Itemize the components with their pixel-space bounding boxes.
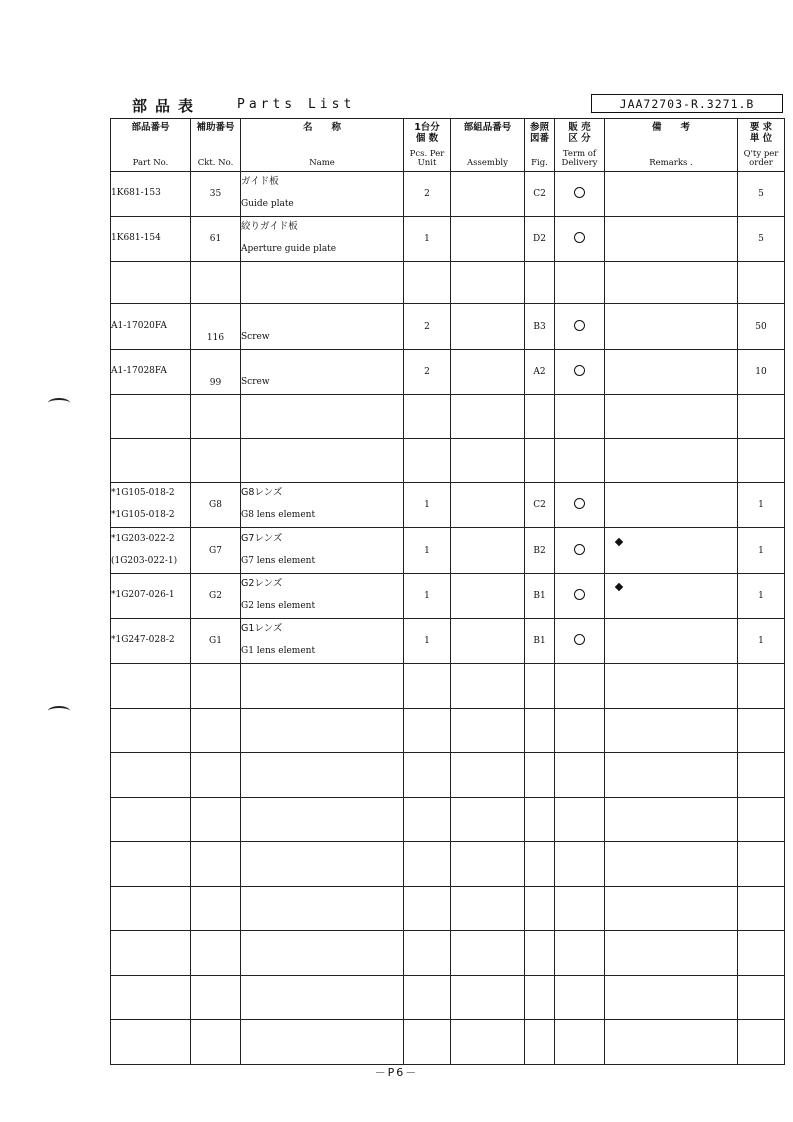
remarks-cell: [605, 619, 738, 664]
column-header-en: Assembly: [467, 158, 508, 168]
empty-table-row: [111, 708, 785, 753]
delivery-circle-icon: [574, 187, 585, 198]
table-row: [111, 217, 785, 262]
empty-cell: [605, 842, 738, 887]
qty-per-order-cell: 1: [738, 483, 785, 528]
ckt-number-cell: [191, 439, 241, 483]
pcs-per-unit-cell: [404, 262, 451, 304]
empty-cell: [191, 708, 241, 753]
empty-cell: [451, 753, 525, 798]
column-header-jp: 部組品番号: [463, 122, 512, 133]
empty-cell: [738, 975, 785, 1020]
empty-cell: [404, 797, 451, 842]
table-row: [111, 304, 785, 350]
delivery-cell: [555, 350, 605, 395]
name-japanese: [241, 305, 403, 327]
empty-cell: [404, 1020, 451, 1065]
part-number-cell: [111, 217, 191, 262]
name-japanese: G8レンズ: [241, 487, 283, 498]
delivery-circle-icon: [574, 589, 585, 600]
empty-cell: [605, 975, 738, 1020]
empty-cell: [241, 797, 404, 842]
ckt-number-cell: G2: [191, 574, 241, 619]
ckt-number-cell: 116: [191, 304, 241, 350]
qty-per-order-cell: 10: [738, 350, 785, 395]
binding-mark-bottom: [48, 706, 70, 716]
pcs-per-unit-cell: 1: [404, 619, 451, 664]
empty-cell: [191, 886, 241, 931]
empty-cell: [111, 797, 191, 842]
empty-cell: [738, 842, 785, 887]
pcs-per-unit-cell: 1: [404, 483, 451, 528]
part-number: *1G105-018-2: [111, 510, 175, 520]
table-row: [111, 395, 785, 439]
empty-cell: [111, 886, 191, 931]
name-cell: [241, 262, 404, 304]
empty-cell: [111, 708, 191, 753]
delivery-cell: [555, 528, 605, 574]
empty-cell: [555, 886, 605, 931]
empty-cell: [738, 931, 785, 976]
fig-cell: B3: [525, 304, 555, 350]
empty-table-row: [111, 753, 785, 798]
assembly-cell: [451, 262, 525, 304]
assembly-cell: [451, 304, 525, 350]
delivery-cell: [555, 574, 605, 619]
assembly-cell: [451, 217, 525, 262]
empty-cell: [605, 1020, 738, 1065]
name-english: G7 lens element: [241, 555, 316, 566]
empty-cell: [111, 931, 191, 976]
part-number-cell: [111, 262, 191, 304]
empty-cell: [451, 664, 525, 709]
empty-cell: [525, 842, 555, 887]
empty-cell: [525, 1020, 555, 1065]
empty-cell: [555, 975, 605, 1020]
delivery-cell: [555, 395, 605, 439]
column-header-5: [525, 119, 555, 172]
ckt-number-cell: G7: [191, 528, 241, 574]
remarks-diamond-icon: [615, 583, 623, 591]
assembly-cell: [451, 172, 525, 217]
column-header-en: Remarks .: [649, 158, 693, 168]
empty-cell: [241, 886, 404, 931]
empty-table-row: [111, 797, 785, 842]
pcs-per-unit-cell: 1: [404, 217, 451, 262]
ckt-number-cell: G1: [191, 619, 241, 664]
empty-cell: [525, 931, 555, 976]
empty-table-row: [111, 886, 785, 931]
assembly-cell: [451, 483, 525, 528]
name-japanese: 絞りガイド板: [241, 221, 298, 232]
empty-cell: [404, 708, 451, 753]
fig-cell: D2: [525, 217, 555, 262]
column-header-8: [738, 119, 785, 172]
empty-cell: [451, 708, 525, 753]
column-header-3: [404, 119, 451, 172]
name-japanese: G2レンズ: [241, 578, 283, 589]
name-japanese: [241, 350, 403, 372]
column-header-en: Fig.: [531, 158, 548, 168]
name-cell: [241, 395, 404, 439]
part-number: A1-17028FA: [111, 366, 167, 376]
fig-cell: B1: [525, 574, 555, 619]
column-header-0: [111, 119, 191, 172]
remarks-cell: [605, 262, 738, 304]
pcs-per-unit-cell: 1: [404, 574, 451, 619]
empty-cell: [738, 1020, 785, 1065]
empty-cell: [404, 886, 451, 931]
empty-cell: [451, 797, 525, 842]
part-number: *1G207-026-1: [111, 590, 175, 600]
empty-cell: [605, 931, 738, 976]
empty-cell: [555, 1020, 605, 1065]
table-row: [111, 172, 785, 217]
delivery-cell: [555, 483, 605, 528]
page-number: －P6－: [374, 1066, 419, 1079]
ckt-number-cell: 99: [191, 350, 241, 395]
fig-cell: A2: [525, 350, 555, 395]
empty-table-row: [111, 842, 785, 887]
name-english: Screw: [241, 377, 270, 387]
empty-cell: [555, 842, 605, 887]
part-number-cell: [111, 304, 191, 350]
table-row: [111, 262, 785, 304]
binding-mark-top: [48, 398, 70, 408]
empty-cell: [241, 842, 404, 887]
name-cell: [241, 350, 404, 395]
qty-per-order-cell: [738, 395, 785, 439]
fig-cell: C2: [525, 172, 555, 217]
empty-cell: [525, 753, 555, 798]
empty-cell: [191, 842, 241, 887]
assembly-cell: [451, 619, 525, 664]
empty-cell: [191, 797, 241, 842]
qty-per-order-cell: [738, 262, 785, 304]
empty-cell: [605, 753, 738, 798]
column-header-4: [451, 119, 525, 172]
ckt-number-cell: G8: [191, 483, 241, 528]
column-header-jp: 名 称: [302, 122, 341, 133]
empty-cell: [738, 797, 785, 842]
ckt-number-cell: 61: [191, 217, 241, 262]
column-header-2: [241, 119, 404, 172]
delivery-circle-icon: [574, 320, 585, 331]
part-number-cell: [111, 172, 191, 217]
assembly-cell: [451, 350, 525, 395]
part-number: A1-17020FA: [111, 320, 167, 331]
name-english: G1 lens element: [241, 646, 316, 656]
remarks-cell: [605, 483, 738, 528]
column-header-jp: 補助番号: [196, 122, 235, 133]
empty-cell: [738, 886, 785, 931]
ckt-number-cell: 35: [191, 172, 241, 217]
empty-cell: [525, 664, 555, 709]
column-header-en: Part No.: [132, 158, 169, 168]
empty-cell: [451, 975, 525, 1020]
empty-cell: [191, 975, 241, 1020]
assembly-cell: [451, 439, 525, 483]
ckt-number-cell: [191, 395, 241, 439]
table-row: [111, 483, 785, 528]
part-number-cell: [111, 350, 191, 395]
part-number: *1G247-028-2: [111, 635, 175, 645]
name-cell: [241, 172, 404, 217]
empty-cell: [525, 797, 555, 842]
column-header-7: [605, 119, 738, 172]
remarks-cell: [605, 304, 738, 350]
empty-cell: [191, 1020, 241, 1065]
qty-per-order-cell: 50: [738, 304, 785, 350]
empty-cell: [241, 931, 404, 976]
empty-cell: [191, 931, 241, 976]
qty-per-order-cell: 1: [738, 574, 785, 619]
name-english: G8 lens element: [241, 510, 316, 520]
remarks-cell: [605, 528, 738, 574]
empty-cell: [111, 842, 191, 887]
qty-per-order-cell: 1: [738, 619, 785, 664]
table-row: [111, 574, 785, 619]
document-number: JAA72703-R.3271.B: [591, 94, 783, 113]
empty-cell: [525, 975, 555, 1020]
pcs-per-unit-cell: 2: [404, 350, 451, 395]
qty-per-order-cell: [738, 439, 785, 483]
fig-cell: C2: [525, 483, 555, 528]
name-cell: [241, 217, 404, 262]
empty-cell: [241, 664, 404, 709]
empty-cell: [404, 753, 451, 798]
empty-cell: [605, 886, 738, 931]
remarks-cell: [605, 172, 738, 217]
delivery-cell: [555, 172, 605, 217]
delivery-circle-icon: [574, 498, 585, 509]
empty-table-row: [111, 931, 785, 976]
empty-cell: [404, 842, 451, 887]
parts-table: [110, 118, 785, 1065]
fig-cell: [525, 439, 555, 483]
part-number: *1G105-018-2: [111, 488, 175, 498]
empty-cell: [404, 664, 451, 709]
pcs-per-unit-cell: [404, 395, 451, 439]
empty-cell: [605, 708, 738, 753]
empty-cell: [555, 753, 605, 798]
remarks-cell: [605, 217, 738, 262]
table-row: [111, 528, 785, 574]
empty-cell: [191, 664, 241, 709]
delivery-cell: [555, 439, 605, 483]
name-english: Guide plate: [241, 199, 294, 209]
part-number-cell: [111, 439, 191, 483]
empty-cell: [451, 886, 525, 931]
part-number-cell: [111, 483, 191, 528]
column-header-en: Pcs. Per Unit: [409, 149, 445, 168]
name-cell: [241, 483, 404, 528]
column-header-en: Term of Delivery: [561, 149, 598, 168]
empty-cell: [555, 664, 605, 709]
fig-cell: [525, 395, 555, 439]
part-number-cell: [111, 574, 191, 619]
part-number: (1G203-022-1): [111, 555, 178, 566]
empty-cell: [241, 975, 404, 1020]
column-header-jp: 部品番号: [131, 122, 170, 133]
qty-per-order-cell: 1: [738, 528, 785, 574]
column-header-jp: 備 考: [651, 122, 690, 133]
empty-cell: [241, 753, 404, 798]
empty-cell: [738, 753, 785, 798]
empty-table-row: [111, 664, 785, 709]
pcs-per-unit-cell: 2: [404, 172, 451, 217]
empty-cell: [111, 975, 191, 1020]
empty-cell: [111, 664, 191, 709]
empty-table-row: [111, 1020, 785, 1065]
ckt-number-cell: [191, 262, 241, 304]
delivery-cell: [555, 217, 605, 262]
empty-cell: [404, 975, 451, 1020]
column-header-jp: 1台分 個 数: [414, 122, 440, 144]
name-cell: [241, 574, 404, 619]
column-header-jp: 要 求 単 位: [749, 122, 773, 144]
fig-cell: [525, 262, 555, 304]
name-cell: [241, 304, 404, 350]
fig-cell: B2: [525, 528, 555, 574]
assembly-cell: [451, 395, 525, 439]
empty-cell: [605, 797, 738, 842]
part-number-cell: [111, 619, 191, 664]
part-number: 1K681-154: [111, 233, 161, 243]
delivery-circle-icon: [574, 365, 585, 376]
empty-cell: [738, 664, 785, 709]
part-number-cell: [111, 395, 191, 439]
remarks-diamond-icon: [615, 537, 623, 545]
assembly-cell: [451, 574, 525, 619]
name-japanese: G1レンズ: [241, 623, 283, 634]
name-cell: [241, 528, 404, 574]
empty-cell: [605, 664, 738, 709]
title-english: Parts List: [237, 97, 356, 112]
empty-cell: [404, 931, 451, 976]
remarks-cell: [605, 439, 738, 483]
column-header-jp: 参照 図番: [529, 122, 549, 144]
qty-per-order-cell: 5: [738, 217, 785, 262]
delivery-cell: [555, 262, 605, 304]
column-header-en: Name: [309, 158, 335, 168]
name-cell: [241, 439, 404, 483]
empty-cell: [525, 886, 555, 931]
empty-cell: [555, 797, 605, 842]
column-header-en: Q'ty per order: [743, 149, 779, 168]
table-row: [111, 350, 785, 395]
part-number: 1K681-153: [111, 188, 161, 198]
remarks-cell: [605, 395, 738, 439]
name-cell: [241, 619, 404, 664]
delivery-circle-icon: [574, 634, 585, 645]
column-header-en: Ckt. No.: [197, 158, 234, 168]
name-english: Aperture guide plate: [241, 244, 337, 254]
table-header-row: [111, 119, 785, 172]
delivery-circle-icon: [574, 544, 585, 555]
delivery-cell: [555, 304, 605, 350]
table-row: [111, 439, 785, 483]
empty-cell: [191, 753, 241, 798]
pcs-per-unit-cell: [404, 439, 451, 483]
empty-cell: [111, 753, 191, 798]
name-japanese: ガイド板: [241, 176, 279, 187]
empty-cell: [451, 931, 525, 976]
empty-cell: [111, 1020, 191, 1065]
delivery-cell: [555, 619, 605, 664]
empty-cell: [451, 842, 525, 887]
remarks-cell: [605, 350, 738, 395]
pcs-per-unit-cell: 2: [404, 304, 451, 350]
part-number-cell: [111, 528, 191, 574]
delivery-circle-icon: [574, 232, 585, 243]
table-row: [111, 619, 785, 664]
name-japanese: G7レンズ: [241, 532, 283, 544]
title-japanese: 部品表: [132, 97, 202, 115]
empty-table-row: [111, 975, 785, 1020]
assembly-cell: [451, 528, 525, 574]
empty-cell: [555, 931, 605, 976]
empty-cell: [525, 708, 555, 753]
qty-per-order-cell: 5: [738, 172, 785, 217]
column-header-jp: 販 売 区 分: [568, 122, 591, 144]
name-english: G2 lens element: [241, 601, 316, 611]
part-number: *1G203-022-2: [111, 533, 175, 544]
empty-cell: [241, 708, 404, 753]
name-english: Screw: [241, 331, 270, 342]
pcs-per-unit-cell: 1: [404, 528, 451, 574]
empty-cell: [555, 708, 605, 753]
column-header-1: [191, 119, 241, 172]
fig-cell: B1: [525, 619, 555, 664]
column-header-6: [555, 119, 605, 172]
empty-cell: [451, 1020, 525, 1065]
empty-cell: [738, 708, 785, 753]
remarks-cell: [605, 574, 738, 619]
empty-cell: [241, 1020, 404, 1065]
